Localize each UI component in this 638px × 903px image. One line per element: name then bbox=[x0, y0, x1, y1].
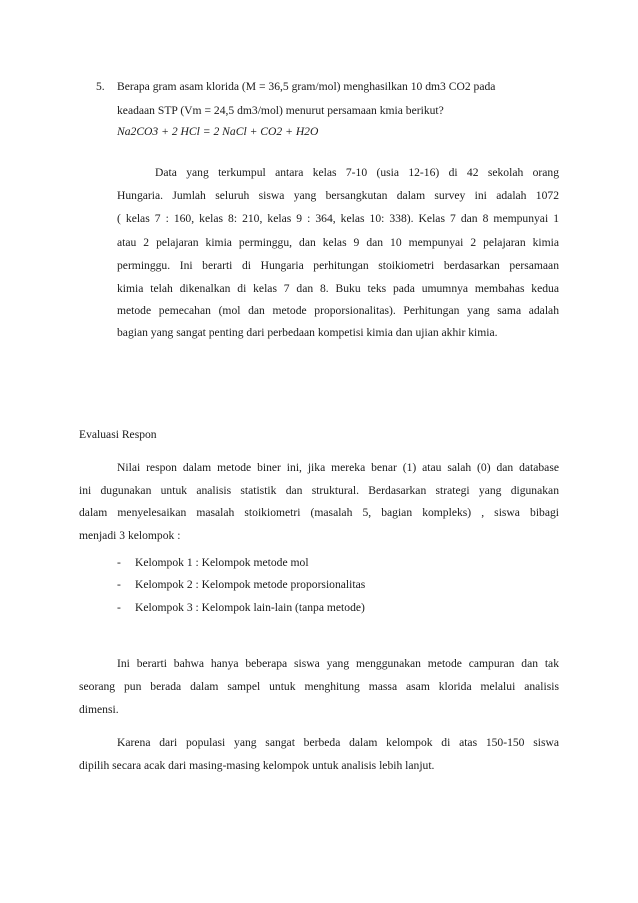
paragraph-4-line: dipilih secara acak dari masing-masing kelompok untuk analisis lebih lanjut. bbox=[79, 759, 435, 772]
paragraph-3-line: Ini berarti bahwa hanya beberapa siswa yang menggunakan metode campuran dan tak bbox=[117, 657, 559, 670]
list-bullet: - bbox=[117, 601, 121, 614]
list-bullet: - bbox=[117, 578, 121, 591]
paragraph-1-line: metode pemecahan (mol dan metode proporsionalitas). Perhitungan yang sama adalah bbox=[117, 304, 559, 317]
question-text-line-2: keadaan STP (Vm = 24,5 dm3/mol) menurut persamaan kmia berikut? bbox=[117, 104, 444, 117]
list-item: Kelompok 3 : Kelompok lain-lain (tanpa metode) bbox=[135, 601, 365, 614]
question-text-line-1: Berapa gram asam klorida (M = 36,5 gram/mol) menghasilkan 10 dm3 CO2 pada bbox=[117, 80, 496, 93]
list-item: Kelompok 2 : Kelompok metode proporsionalitas bbox=[135, 578, 366, 591]
paragraph-1-line: kimia telah dikenalkan di kelas 7 dan 8. Buku teks pada umumnya membahas kedua bbox=[117, 282, 559, 295]
list-bullet: - bbox=[117, 556, 121, 569]
paragraph-1-line: perminggu. Ini berarti di Hungaria perhitungan stoikiometri berdasarkan persamaan bbox=[117, 259, 559, 272]
paragraph-1-line: bagian yang sangat penting dari perbedaan kompetisi kimia dan ujian akhir kimia. bbox=[117, 326, 498, 339]
paragraph-4-line: Karena dari populasi yang sangat berbeda dalam kelompok di atas 150-150 siswa bbox=[117, 736, 559, 749]
paragraph-1-line: Data yang terkumpul antara kelas 7-10 (usia 12-16) di 42 sekolah orang bbox=[155, 166, 559, 179]
paragraph-1-line: ( kelas 7 : 160, kelas 8: 210, kelas 9 : 364, kelas 10: 338). Kelas 7 dan 8 mempunyai 1 bbox=[117, 212, 559, 225]
chemical-equation: Na2CO3 + 2 HCl = 2 NaCl + CO2 + H2O bbox=[117, 125, 319, 138]
paragraph-1-line: atau 2 pelajaran kimia perminggu, dan kelas 9 dan 10 mempunyai 2 pelajaran kimia bbox=[117, 236, 559, 249]
paragraph-2-line: dalam menyelesaikan masalah stoikiometri (masalah 5, bagian kompleks) , siswa bibagi bbox=[79, 506, 559, 519]
paragraph-2-line: menjadi 3 kelompok : bbox=[79, 529, 181, 542]
paragraph-1-line: Hungaria. Jumlah seluruh siswa yang bersangkutan dalam survey ini adalah 1072 bbox=[117, 189, 559, 202]
paragraph-3-line: dimensi. bbox=[79, 703, 119, 716]
question-number: 5. bbox=[96, 80, 105, 93]
list-item: Kelompok 1 : Kelompok metode mol bbox=[135, 556, 309, 569]
paragraph-2-line: Nilai respon dalam metode biner ini, jika mereka benar (1) atau salah (0) dan database bbox=[117, 461, 559, 474]
section-heading: Evaluasi Respon bbox=[79, 428, 157, 441]
paragraph-3-line: seorang pun berada dalam sampel untuk menghitung massa asam klorida melalui analisis bbox=[79, 680, 559, 693]
paragraph-2-line: ini dugunakan untuk analisis statistik dan struktural. Berdasarkan strategi yang digunakan bbox=[79, 484, 559, 497]
